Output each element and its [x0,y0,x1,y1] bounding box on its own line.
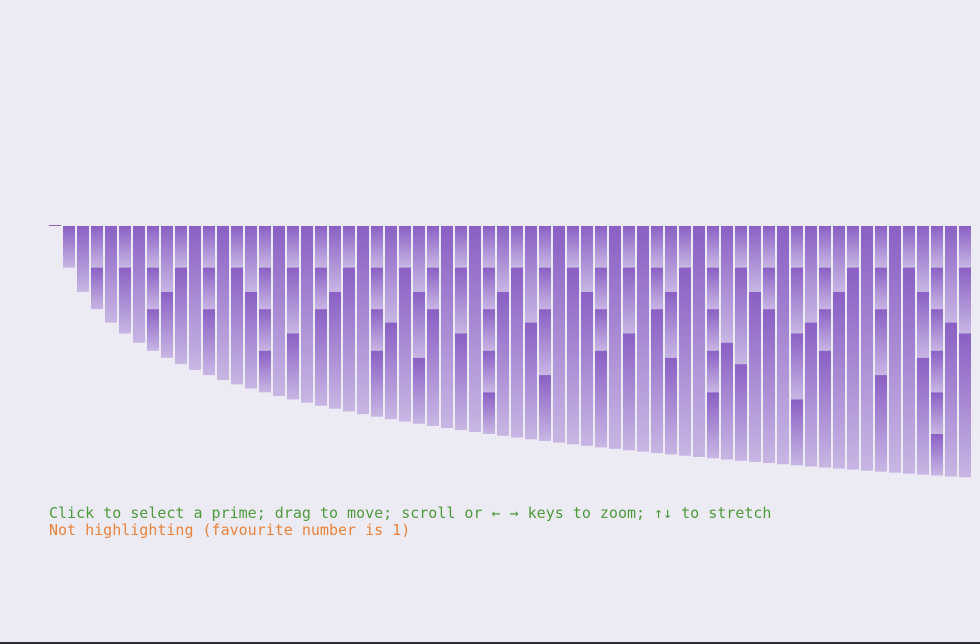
number-column-35[interactable] [525,226,537,439]
number-column-4[interactable] [91,226,103,309]
number-column-10[interactable] [175,226,187,364]
number-column-48[interactable] [707,226,719,458]
prime-factor-segment-5[interactable] [735,268,747,365]
number-column-6[interactable] [119,226,131,334]
prime-factor-segment-2[interactable] [63,226,75,268]
prime-factor-segment-3[interactable] [665,226,677,292]
prime-factor-segment-5[interactable] [945,226,957,323]
prime-factor-segment-2[interactable] [707,226,719,268]
number-column-41[interactable] [609,226,621,449]
prime-factor-segment-2[interactable] [707,268,719,310]
number-column-54[interactable] [791,226,803,465]
prime-factor-segment-29[interactable] [847,268,859,470]
prime-factor-segment-53[interactable] [777,226,789,464]
number-column-44[interactable] [651,226,663,453]
prime-factor-segment-5[interactable] [385,323,397,420]
prime-factor-segment-3[interactable] [665,292,677,358]
prime-factor-segment-2[interactable] [791,226,803,268]
prime-factor-segment-3[interactable] [413,358,425,424]
prime-factor-segment-2[interactable] [539,268,551,310]
prime-factor-segment-2[interactable] [679,226,691,268]
prime-factor-segment-2[interactable] [819,226,831,268]
prime-factor-segment-2[interactable] [147,268,159,310]
prime-factor-segment-2[interactable] [959,226,971,268]
prime-factor-segment-3[interactable] [791,334,803,400]
prime-factor-segment-5[interactable] [875,375,887,472]
prime-factor-segment-2[interactable] [371,226,383,268]
prime-factor-segment-2[interactable] [931,309,943,351]
number-column-31[interactable] [469,226,481,432]
prime-factor-segment-23[interactable] [679,268,691,456]
prime-factor-segment-11[interactable] [189,226,201,370]
prime-factor-segment-7[interactable] [819,351,831,468]
number-column-9[interactable] [161,226,173,358]
number-column-32[interactable] [483,226,495,434]
prime-factor-segment-17[interactable] [749,292,761,462]
prime-factor-segment-2[interactable] [707,351,719,393]
number-column-58[interactable] [847,226,859,470]
prime-factor-segment-2[interactable] [427,268,439,310]
prime-factor-segment-2[interactable] [931,434,943,476]
prime-factor-segment-5[interactable] [315,309,327,406]
prime-factor-segment-5[interactable] [525,226,537,323]
number-column-61[interactable] [889,226,901,473]
prime-factor-segment-2[interactable] [623,226,635,268]
prime-factor-segment-19[interactable] [567,268,579,445]
number-column-22[interactable] [343,226,355,411]
prime-factor-segment-3[interactable] [455,268,467,334]
prime-factor-segment-7[interactable] [329,292,341,409]
number-column-12[interactable] [203,226,215,375]
number-column-27[interactable] [413,226,425,424]
number-column-8[interactable] [147,226,159,351]
prime-factor-segment-7[interactable] [427,309,439,426]
number-column-57[interactable] [833,226,845,469]
prime-factor-segment-3[interactable] [959,268,971,334]
number-column-49[interactable] [721,226,733,460]
prime-factor-segment-2[interactable] [819,309,831,351]
prime-factor-segment-43[interactable] [637,226,649,452]
prime-factor-segment-11[interactable] [959,334,971,478]
prime-factor-segment-2[interactable] [343,226,355,268]
prime-factor-segment-2[interactable] [175,226,187,268]
prime-factor-segment-5[interactable] [245,292,257,389]
instructions-text: Click to select a prime; drag to move; scroll or ← → keys to zoom; ↑↓ to stretch [49,504,772,522]
prime-factor-segment-2[interactable] [707,309,719,351]
number-column-47[interactable] [693,226,705,457]
prime-factor-segment-2[interactable] [455,226,467,268]
prime-factor-segment-3[interactable] [623,268,635,334]
prime-factor-segment-3[interactable] [203,309,215,375]
prime-factor-segment-3[interactable] [371,351,383,417]
prime-factor-segment-2[interactable] [931,268,943,310]
prime-factor-segment-7[interactable] [231,268,243,385]
number-column-13[interactable] [217,226,229,380]
prime-factor-segment-29[interactable] [441,226,453,428]
prime-factor-segment-3[interactable] [497,226,509,292]
number-column-51[interactable] [749,226,761,462]
number-column-17[interactable] [273,226,285,396]
number-column-16[interactable] [259,226,271,392]
prime-factor-segment-59[interactable] [861,226,873,471]
prime-factor-segment-3[interactable] [539,309,551,375]
number-column-21[interactable] [329,226,341,409]
prime-factor-segment-3[interactable] [875,309,887,375]
prime-factor-segment-2[interactable] [315,226,327,268]
prime-factor-segment-13[interactable] [217,226,229,380]
prime-factor-segment-2[interactable] [231,226,243,268]
number-column-50[interactable] [735,226,747,461]
highlight-status-text: Not highlighting (favourite number is 1) [49,521,411,539]
prime-factor-segment-7[interactable] [721,226,733,343]
prime-factor-segment-2[interactable] [763,268,775,310]
number-column-34[interactable] [511,226,523,438]
number-column-63[interactable] [917,226,929,475]
number-column-26[interactable] [399,226,411,421]
number-column-59[interactable] [861,226,873,471]
prime-factor-segment-2[interactable] [735,226,747,268]
prime-factor-segment-5[interactable] [665,358,677,455]
prime-factor-segment-5[interactable] [595,351,607,448]
prime-factor-segment-2[interactable] [483,268,495,310]
number-column-39[interactable] [581,226,593,446]
prime-factor-segment-13[interactable] [945,323,957,477]
number-column-2[interactable] [63,226,75,268]
prime-factor-segment-2[interactable] [875,226,887,268]
number-column-18[interactable] [287,226,299,399]
prime-factor-segment-3[interactable] [833,226,845,292]
prime-factor-segment-2[interactable] [651,268,663,310]
prime-factor-segment-2[interactable] [483,309,495,351]
number-column-7[interactable] [133,226,145,343]
prime-factor-segment-2[interactable] [259,351,271,393]
prime-factor-segment-3[interactable] [413,226,425,292]
prime-factor-segment-2[interactable] [119,226,131,268]
prime-factor-segment-5[interactable] [805,226,817,323]
number-column-19[interactable] [301,226,313,403]
prime-factor-segment-3[interactable] [245,226,257,292]
prime-factor-segment-5[interactable] [735,364,747,461]
number-column-30[interactable] [455,226,467,430]
prime-factor-segment-2[interactable] [875,268,887,310]
prime-factor-segment-19[interactable] [301,226,313,403]
number-column-3[interactable] [77,226,89,292]
prime-factor-segment-13[interactable] [399,268,411,422]
number-column-60[interactable] [875,226,887,472]
prime-factor-segment-2[interactable] [259,309,271,351]
prime-factor-segment-5[interactable] [455,334,467,431]
prime-factor-segment-2[interactable] [931,226,943,268]
number-column-23[interactable] [357,226,369,414]
prime-factor-segment-3[interactable] [749,226,761,292]
prime-factor-segment-2[interactable] [819,268,831,310]
prime-factor-segment-3[interactable] [161,226,173,292]
prime-factor-segment-3[interactable] [161,292,173,358]
prime-factor-segment-37[interactable] [553,226,565,443]
prime-factor-segment-19[interactable] [833,292,845,469]
prime-factor-segment-2[interactable] [427,226,439,268]
prime-factor-segment-11[interactable] [805,323,817,467]
number-column-56[interactable] [819,226,831,468]
prime-factor-segment-13[interactable] [763,309,775,463]
prime-factor-segment-2[interactable] [287,226,299,268]
prime-factor-segment-2[interactable] [595,226,607,268]
prime-factor-segment-3[interactable] [287,334,299,400]
prime-factor-segment-2[interactable] [595,309,607,351]
number-column-65[interactable] [945,226,957,476]
prime-factor-segment-2[interactable] [399,226,411,268]
number-column-33[interactable] [497,226,509,436]
number-column-66[interactable] [959,226,971,477]
prime-factor-segment-3[interactable] [413,292,425,358]
prime-factor-segment-3[interactable] [77,226,89,292]
prime-factor-segment-3[interactable] [917,292,929,358]
prime-factor-segment-7[interactable] [917,358,929,475]
prime-factor-segment-2[interactable] [539,226,551,268]
prime-factor-segment-2[interactable] [903,226,915,268]
number-column-42[interactable] [623,226,635,450]
prime-factor-segment-3[interactable] [539,375,551,441]
prime-factor-segment-17[interactable] [511,268,523,438]
prime-factor-segment-23[interactable] [357,226,369,414]
prime-factor-segment-2[interactable] [203,268,215,310]
number-column-29[interactable] [441,226,453,428]
prime-factor-segment-2[interactable] [483,351,495,393]
prime-factor-segment-11[interactable] [343,268,355,412]
number-column-20[interactable] [315,226,327,406]
prime-factor-segment-5[interactable] [175,268,187,365]
prime-factor-segment-7[interactable] [133,226,145,343]
number-column-36[interactable] [539,226,551,441]
prime-factor-segment-2[interactable] [931,392,943,434]
prime-factor-segment-3[interactable] [791,399,803,465]
prime-factor-segment-3[interactable] [707,392,719,458]
number-column-24[interactable] [371,226,383,417]
prime-factor-segment-2[interactable] [847,226,859,268]
prime-factor-segment-2[interactable] [371,309,383,351]
prime-factor-segment-2[interactable] [371,268,383,310]
prime-factor-segment-2[interactable] [595,268,607,310]
number-column-28[interactable] [427,226,439,426]
prime-factor-segment-5[interactable] [385,226,397,323]
prime-factor-segment-2[interactable] [91,226,103,268]
prime-factor-segment-2[interactable] [91,268,103,310]
number-column-14[interactable] [231,226,243,384]
unit-marker [49,225,61,226]
prime-factor-segment-41[interactable] [609,226,621,449]
prime-factor-segment-2[interactable] [511,226,523,268]
prime-factor-segment-2[interactable] [651,226,663,268]
prime-factor-segment-2[interactable] [259,226,271,268]
prime-factor-segment-2[interactable] [567,226,579,268]
prime-factor-segment-5[interactable] [105,226,117,323]
prime-factor-segment-3[interactable] [329,226,341,292]
prime-factor-segment-61[interactable] [889,226,901,473]
prime-factor-segment-2[interactable] [483,392,495,434]
prime-factor-segment-17[interactable] [273,226,285,396]
number-column-15[interactable] [245,226,257,388]
prime-factor-segment-2[interactable] [763,226,775,268]
prime-factor-segment-11[interactable] [497,292,509,436]
prime-factor-segment-3[interactable] [287,268,299,334]
number-column-64[interactable] [931,226,943,476]
number-column-25[interactable] [385,226,397,419]
number-column-52[interactable] [763,226,775,463]
prime-factor-segment-2[interactable] [203,226,215,268]
prime-factor-segment-2[interactable] [147,226,159,268]
prime-factor-segment-3[interactable] [119,268,131,334]
number-column-40[interactable] [595,226,607,447]
number-column-11[interactable] [189,226,201,370]
prime-factor-segment-3[interactable] [791,268,803,334]
number-column-55[interactable] [805,226,817,466]
number-column-45[interactable] [665,226,677,454]
prime-factor-segment-3[interactable] [581,226,593,292]
prime-factor-segment-2[interactable] [483,226,495,268]
prime-factor-segment-13[interactable] [581,292,593,446]
prime-factor-segment-2[interactable] [147,309,159,351]
prime-factor-segment-11[interactable] [651,309,663,453]
number-column-46[interactable] [679,226,691,456]
prime-factor-segment-3[interactable] [917,226,929,292]
number-column-38[interactable] [567,226,579,444]
number-column-53[interactable] [777,226,789,464]
number-column-1[interactable] [49,225,61,226]
number-column-43[interactable] [637,226,649,452]
prime-factor-segment-31[interactable] [469,226,481,432]
prime-factor-segment-2[interactable] [931,351,943,393]
number-column-62[interactable] [903,226,915,474]
prime-factor-segment-2[interactable] [315,268,327,310]
prime-factor-segment-7[interactable] [623,334,635,451]
prime-factor-segment-2[interactable] [259,268,271,310]
prime-factor-segment-31[interactable] [903,268,915,474]
number-column-5[interactable] [105,226,117,323]
number-column-37[interactable] [553,226,565,443]
prime-factor-segment-7[interactable] [525,323,537,440]
prime-factor-segment-47[interactable] [693,226,705,457]
prime-factor-segment-7[interactable] [721,343,733,460]
